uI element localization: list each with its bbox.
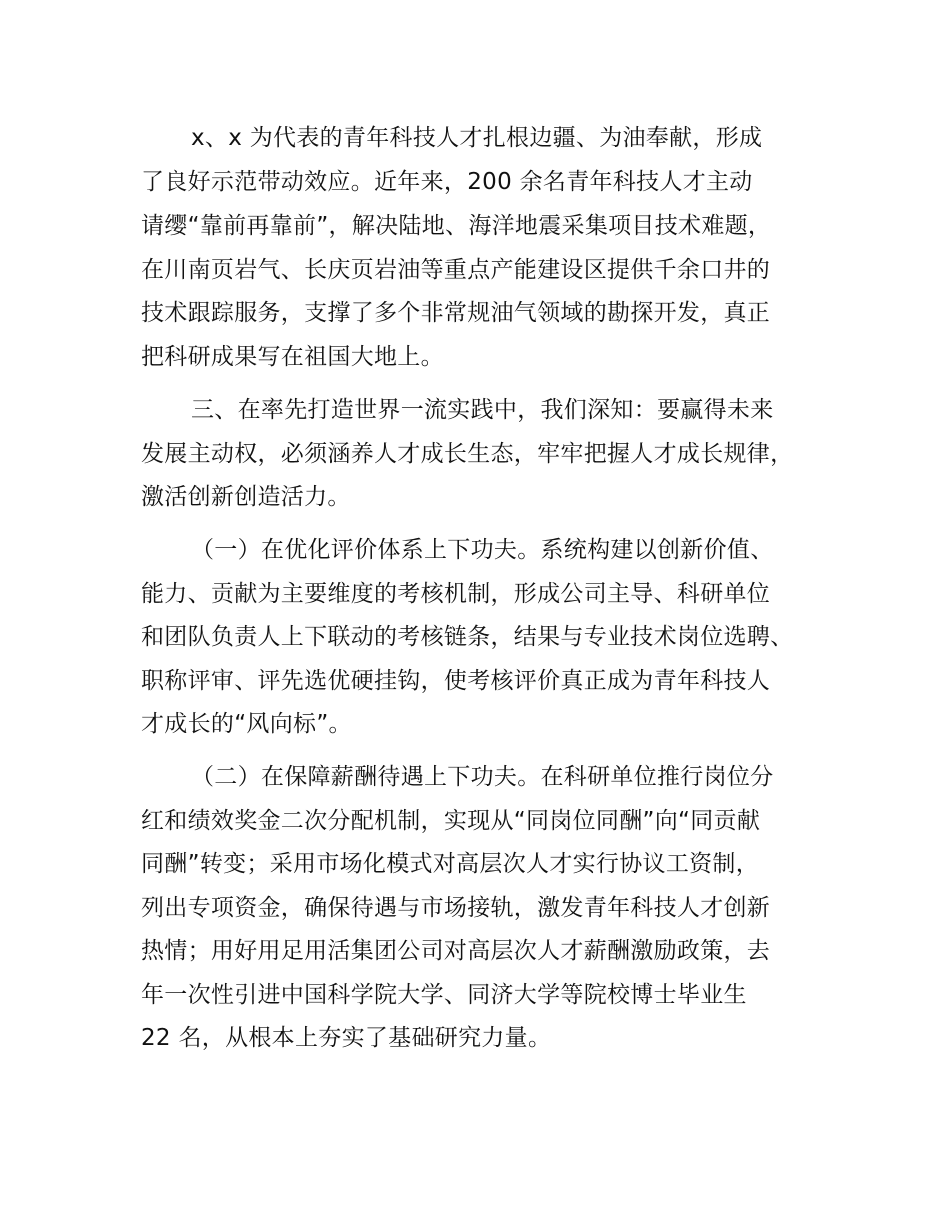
paragraph-line: 和团队负责人上下联动的考核链条，结果与专业技术岗位选聘、 <box>141 624 794 650</box>
paragraph-line: 才成长的“风向标”。 <box>141 711 352 737</box>
paragraph-line: 能力、贡献为主要维度的考核机制，形成公司主导、科研单位 <box>141 581 771 607</box>
paragraph-line: 年一次性引进中国科学院大学、同济大学等院校博士毕业生 <box>141 982 747 1008</box>
paragraph-line: 激活创新创造活力。 <box>141 484 351 510</box>
paragraph-line: 三、在率先打造世界一流实践中，我们深知：要赢得未来 <box>191 397 774 423</box>
paragraph-line: 红和绩效奖金二次分配机制，实现从“同岗位同酬”向“同贡献 <box>141 808 761 834</box>
paragraph-line: 技术跟踪服务，支撑了多个非常规油气领域的勘探开发，真正 <box>141 300 771 326</box>
paragraph-line: 22 名，从根本上夯实了基础研究力量。 <box>141 1025 552 1051</box>
paragraph-line: x、x 为代表的青年科技人才扎根边疆、为油奉献，形成 <box>191 125 763 151</box>
paragraph-line: 了良好示范带动效应。近年来，200 余名青年科技人才主动 <box>141 169 753 195</box>
paragraph-line: （一）在优化评价体系上下功夫。系统构建以创新价值、 <box>191 537 774 563</box>
paragraph-line: 列出专项资金，确保待遇与市场接轨，激发青年科技人才创新 <box>141 895 771 921</box>
paragraph-line: 职称评审、评先选优硬挂钩，使考核评价真正成为青年科技人 <box>141 668 771 694</box>
paragraph-line: 在川南页岩气、长庆页岩油等重点产能建设区提供千余口井的 <box>141 257 771 283</box>
paragraph-line: 同酬”转变；采用市场化模式对高层次人才实行协议工资制， <box>141 851 760 877</box>
paragraph-line: 把科研成果写在祖国大地上。 <box>141 344 444 370</box>
paragraph-line: （二）在保障薪酬待遇上下功夫。在科研单位推行岗位分 <box>191 764 774 790</box>
paragraph-line: 发展主动权，必须涵养人才成长生态，牢牢把握人才成长规律， <box>141 441 794 467</box>
paragraph-line: 热情；用好用足用活集团公司对高层次人才薪酬激励政策，去 <box>141 938 771 964</box>
paragraph-line: 请缨“靠前再靠前”，解决陆地、海洋地震采集项目技术难题， <box>141 213 772 239</box>
